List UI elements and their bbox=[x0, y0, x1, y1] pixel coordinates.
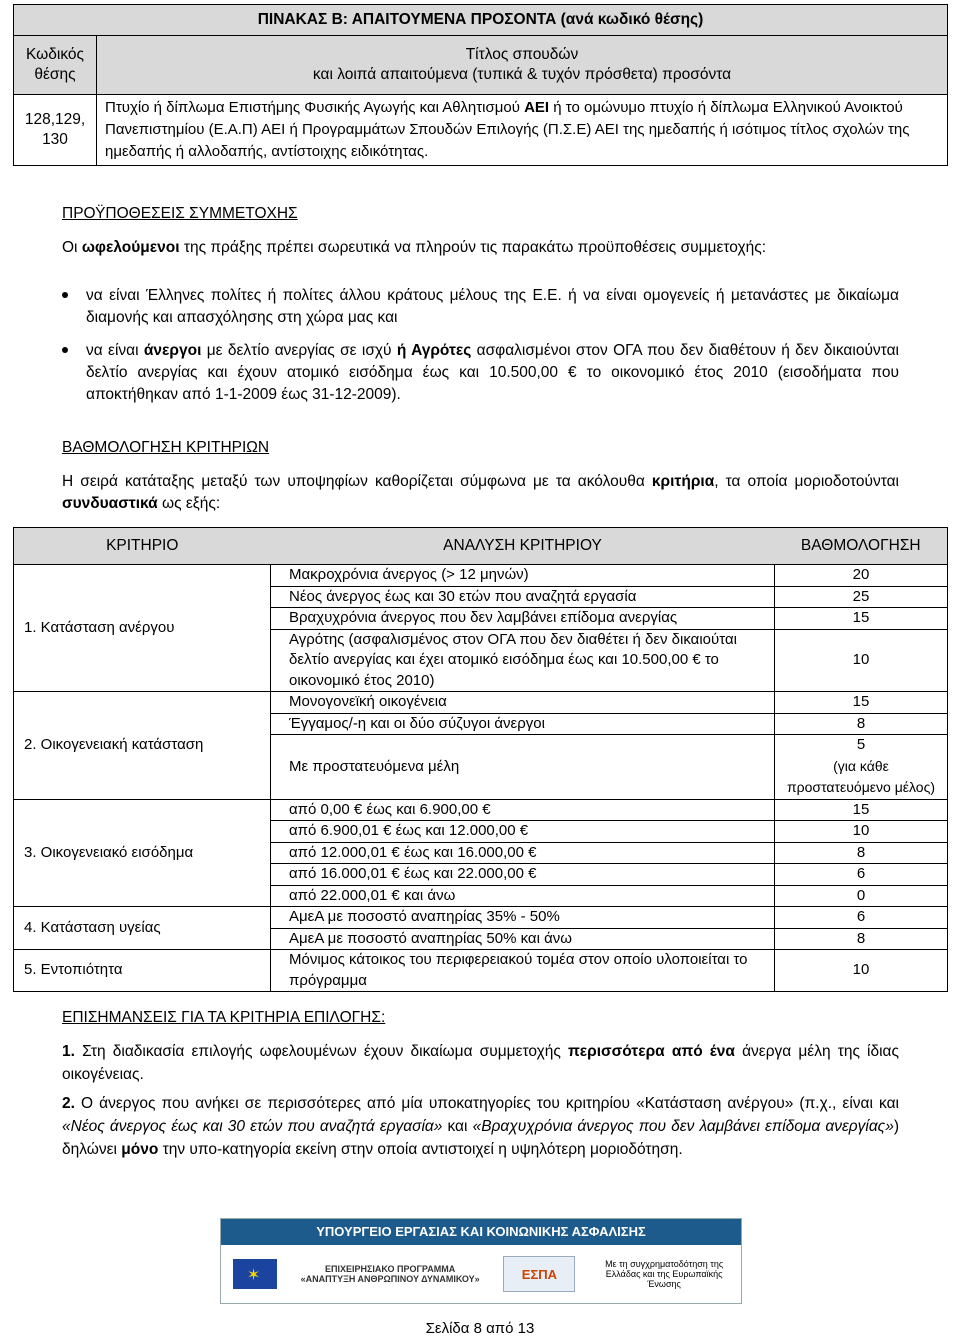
criterion-score: 8 bbox=[775, 842, 948, 864]
criterion-analysis: από 12.000,01 € έως και 16.000,00 € bbox=[271, 842, 775, 864]
espa-logo: ΕΣΠΑ bbox=[503, 1256, 575, 1292]
banner-logos bbox=[221, 1245, 741, 1303]
criterion-score: 15 bbox=[775, 692, 948, 714]
scoring-intro-c: , τα οποία μοριοδοτούνται bbox=[714, 473, 899, 490]
bullet2-e: ασφαλισμένοι στον ΟΓΑ που δεν διαθέτουν ή δεν δικαιούνται δελτίο ανεργίας και έχουν ατομικό εισόδημα έως και 10.500,00 € το οικονομικό έτος 2010 (εισοδήματα που αποκτήθηκαν από 1-1-2009 έως 31-12-2009). bbox=[86, 342, 899, 403]
note-2-e: ) δηλώνει bbox=[62, 1118, 899, 1158]
note-2-d: «Βραχυχρόνια άνεργος που δεν λαμβάνει επίδομα ανεργίας» bbox=[472, 1118, 894, 1135]
participation-intro bbox=[62, 237, 899, 259]
table-row bbox=[14, 950, 948, 992]
table-row bbox=[14, 565, 948, 587]
participation-bullet-1-text: να είναι Έλληνες πολίτες ή πολίτες άλλου κράτους μέλους της Ε.Ε. ή να είναι ομογενείς ή μετανάστες με δικαίωμα διαμονής και απασχόλησης στη χώρα μας και bbox=[86, 287, 899, 326]
criterion-unemployment: 1. Κατάσταση ανέργου bbox=[14, 565, 271, 692]
criteria-header-score: ΒΑΘΜΟΛΟΓΗΣΗ bbox=[775, 528, 948, 565]
bullet2-a: να είναι bbox=[86, 342, 144, 359]
col-header-degree-line2: και λοιπά απαιτούμενα (τυπικά & τυχόν πρόσθετα) προσόντα bbox=[312, 66, 732, 83]
bullet2-c: με δελτίο ανεργίας σε ισχύ bbox=[201, 342, 397, 359]
scoring-intro-b: κριτήρια bbox=[651, 473, 715, 490]
notes-heading: ΕΠΙΣΗΜΑΝΣΕΙΣ ΓΙΑ ΤΑ ΚΡΙΤΗΡΙΑ ΕΠΙΛΟΓΗΣ: bbox=[62, 1009, 386, 1026]
criterion-score bbox=[775, 735, 948, 800]
criterion-score: 8 bbox=[775, 713, 948, 735]
criterion-score: 10 bbox=[775, 821, 948, 843]
participation-bullet-1 bbox=[62, 285, 899, 329]
ministry-title: ΥΠΟΥΡΓΕΙΟ ΕΡΓΑΣΙΑΣ ΚΑΙ ΚΟΙΝΩΝΙΚΗΣ ΑΣΦΑΛΙΣΗΣ bbox=[221, 1219, 741, 1245]
note-2-a: Ο άνεργος που ανήκει σε περισσότερες από μία υποκατηγορίες του κριτηρίου «Κατάσταση ανέργου» (π.χ., είναι και bbox=[74, 1095, 899, 1112]
criterion-analysis: από 6.900,01 € έως και 12.000,00 € bbox=[271, 821, 775, 843]
qualifications-table-title: ΠΙΝΑΚΑΣ Β: ΑΠΑΙΤΟΥΜΕΝΑ ΠΡΟΣΟΝΤΑ (ανά κωδικό θέσης) bbox=[14, 5, 948, 36]
note-2 bbox=[62, 1092, 899, 1161]
programme-name-2: «ΑΝΑΠΤΥΞΗ ΑΝΘΡΩΠΙΝΟΥ ΔΥΝΑΜΙΚΟΥ» bbox=[300, 1274, 480, 1284]
participation-intro-b: ωφελούμενοι bbox=[81, 239, 180, 256]
criterion-analysis: Βραχυχρόνια άνεργος που δεν λαμβάνει επίδομα ανεργίας bbox=[271, 608, 775, 630]
criterion-score: 0 bbox=[775, 885, 948, 907]
criteria-header-criterion: ΚΡΙΤΗΡΙΟ bbox=[14, 528, 271, 565]
note-2-c: και bbox=[442, 1118, 473, 1135]
criterion-analysis: Νέος άνεργος έως και 30 ετών που αναζητά εργασία bbox=[271, 586, 775, 608]
score-value: 5 bbox=[856, 736, 866, 753]
note-1-b: περισσότερα από ένα bbox=[567, 1043, 735, 1060]
table-row bbox=[14, 907, 948, 929]
bullet2-b: άνεργοι bbox=[143, 342, 202, 359]
scoring-intro-a: Η σειρά κατάταξης μεταξύ των υποψηφίων καθορίζεται σύμφωνα με τα ακόλουθα bbox=[62, 473, 652, 490]
criterion-score: 8 bbox=[775, 928, 948, 950]
bullet-dot bbox=[62, 292, 68, 298]
note-1-number: 1. bbox=[62, 1043, 75, 1060]
criterion-score: 10 bbox=[775, 950, 948, 992]
criterion-analysis: Μονογονεϊκή οικογένεια bbox=[271, 692, 775, 714]
criterion-analysis: Μακροχρόνια άνεργος (> 12 μηνών) bbox=[271, 565, 775, 587]
participation-bullet-2-text bbox=[86, 340, 899, 406]
page-number: Σελίδα 8 από 13 bbox=[425, 1320, 535, 1337]
degree-text-b: ΑΕΙ bbox=[524, 99, 550, 116]
degree-text-a: Πτυχίο ή δίπλωμα Επιστήμης Φυσικής Αγωγής και Αθλητισμού bbox=[105, 99, 525, 116]
criterion-analysis: ΑμεΑ με ποσοστό αναπηρίας 35% - 50% bbox=[271, 907, 775, 929]
note-2-number: 2. bbox=[62, 1095, 75, 1112]
position-code bbox=[14, 95, 97, 166]
criterion-locality: 5. Εντοπιότητα bbox=[14, 950, 271, 992]
col-header-code-line2: θέσης bbox=[34, 66, 76, 83]
table-row bbox=[14, 692, 948, 714]
cofunding-text: Με τη συγχρηματοδότηση της Ελλάδας και της Ευρωπαϊκής Ένωσης bbox=[605, 1259, 724, 1289]
participation-intro-c: της πράξης πρέπει σωρευτικά να πληρούν τις παρακάτω προϋποθέσεις συμμετοχής: bbox=[179, 239, 767, 256]
table-row bbox=[14, 799, 948, 821]
criterion-analysis: Αγρότης (ασφαλισμένος στον ΟΓΑ που δεν διαθέτει ή δεν δικαιούται δελτίο ανεργίας και έχει ατομικό εισόδημα έως και 10.500,00 € το οικονομικό έτος 2010) bbox=[271, 629, 775, 692]
criterion-analysis: από 0,00 € έως και 6.900,00 € bbox=[271, 799, 775, 821]
criterion-score: 20 bbox=[775, 565, 948, 587]
scoring-intro-e: ως εξής: bbox=[157, 495, 221, 512]
criterion-analysis: ΑμεΑ με ποσοστό αναπηρίας 50% και άνω bbox=[271, 928, 775, 950]
qualifications-table bbox=[13, 4, 948, 166]
scoring-intro-d: συνδυαστικά bbox=[62, 495, 158, 512]
criterion-health: 4. Κατάσταση υγείας bbox=[14, 907, 271, 950]
criterion-family-income: 3. Οικογενειακό εισόδημα bbox=[14, 799, 271, 907]
programme-logo bbox=[301, 1264, 480, 1284]
bullet2-d: ή Αγρότες bbox=[396, 342, 472, 359]
criterion-analysis: Με προστατευόμενα μέλη bbox=[271, 735, 775, 800]
note-1 bbox=[62, 1040, 899, 1086]
participation-bullet-2 bbox=[62, 340, 899, 406]
criterion-analysis: Μόνιμος κάτοικος του περιφερειακού τομέα στον οποίο υλοποιείται το πρόγραμμα bbox=[271, 950, 775, 992]
note-2-f: μόνο bbox=[121, 1141, 159, 1158]
criterion-family-status: 2. Οικογενειακή κατάσταση bbox=[14, 692, 271, 800]
participation-heading: ΠΡΟΫΠΟΘΕΣΕΙΣ ΣΥΜΜΕΤΟΧΗΣ bbox=[62, 205, 298, 222]
criterion-analysis: Έγγαμος/-η και οι δύο σύζυγοι άνεργοι bbox=[271, 713, 775, 735]
note-2-b: «Νέος άνεργος έως και 30 ετών που αναζητά εργασία» bbox=[62, 1118, 443, 1135]
col-header-code bbox=[14, 36, 97, 95]
criterion-score: 15 bbox=[775, 799, 948, 821]
score-note-1: (για κάθε bbox=[833, 757, 889, 774]
degree-requirement bbox=[97, 95, 948, 166]
participation-intro-a: Οι bbox=[62, 239, 82, 256]
bullet-dot bbox=[62, 347, 68, 353]
criteria-table bbox=[13, 527, 948, 992]
criterion-analysis: από 16.000,01 € έως και 22.000,00 € bbox=[271, 864, 775, 886]
criterion-score: 6 bbox=[775, 864, 948, 886]
score-note-2: προστατευόμενο μέλος) bbox=[787, 779, 935, 795]
note-1-c: άνεργα μέλη της ίδιας οικογένειας. bbox=[62, 1043, 899, 1083]
criterion-score: 6 bbox=[775, 907, 948, 929]
note-2-g: την υπο-κατηγορία εκείνη στην οποία αντιστοιχεί η υψηλότερη μοριοδότηση. bbox=[158, 1141, 683, 1158]
scoring-intro bbox=[62, 471, 899, 515]
position-code-line2: 130 bbox=[42, 131, 68, 148]
degree-text-c: ή το ομώνυμο πτυχίο ή δίπλωμα Ελληνικού Ανοικτού Πανεπιστημίου (Ε.Α.Π) ΑΕΙ ή Προγραμμάτων Σπουδών Επιλογής (Π.Σ.Ε) ΑΕΙ της ημεδαπής ή ισότιμος τίτλος σχολών της ημεδαπής ή αλλοδαπής, αντίστοιχης ειδικότητας. bbox=[105, 99, 910, 160]
scoring-heading: ΒΑΘΜΟΛΟΓΗΣΗ ΚΡΙΤΗΡΙΩΝ bbox=[62, 439, 270, 456]
col-header-degree-line1: Τίτλος σπουδών bbox=[465, 46, 579, 63]
criterion-score: 25 bbox=[775, 586, 948, 608]
funding-banner bbox=[220, 1218, 742, 1304]
position-code-line1: 128,129, bbox=[24, 111, 86, 128]
col-header-degree bbox=[97, 36, 948, 95]
criteria-header-analysis: ΑΝΑΛΥΣΗ ΚΡΙΤΗΡΙΟΥ bbox=[271, 528, 775, 565]
criterion-score: 10 bbox=[775, 629, 948, 692]
criterion-score: 15 bbox=[775, 608, 948, 630]
programme-name-1: ΕΠΙΧΕΙΡΗΣΙΑΚΟ ΠΡΟΓΡΑΜΜΑ bbox=[325, 1264, 456, 1274]
note-1-a: Στη διαδικασία επιλογής ωφελουμένων έχουν δικαίωμα συμμετοχής bbox=[74, 1043, 568, 1060]
col-header-code-line1: Κωδικός bbox=[26, 46, 84, 63]
criterion-analysis: από 22.000,01 € και άνω bbox=[271, 885, 775, 907]
eu-flag-icon: ✶ bbox=[233, 1259, 277, 1289]
